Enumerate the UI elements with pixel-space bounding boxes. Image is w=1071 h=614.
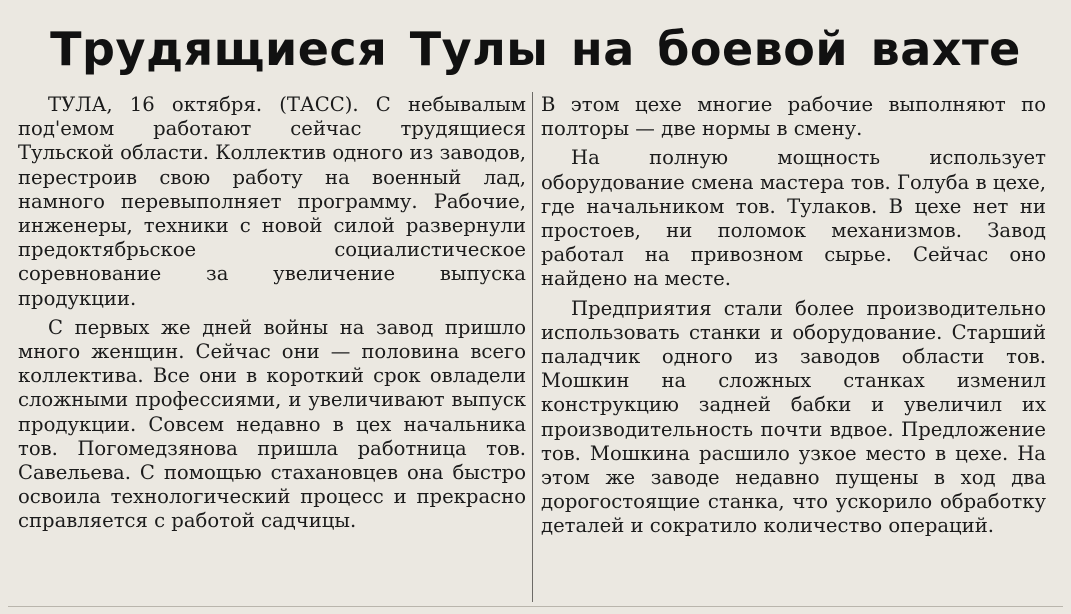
bottom-border [8,606,1063,607]
article-paragraph: С первых же дней войны на завод пришло много женщин. Сейчас они — половина всего коллектива. Все они в короткий срок овладели сложными профессиями, и увеличивают выпуск продукции. Совсем недавно в цех начальника тов. Погомедзянова пришла работница тов. Савельева. С помощью стахановцев она быстро освоила технологический процесс и прекрасно справляется с работой садчицы. [18,315,526,533]
column-divider [532,92,533,602]
article-headline: Трудящиеся Тулы на боевой вахте [50,22,1021,76]
article-left-column [18,93,526,534]
article-paragraph: Предприятия стали более производительно использовать станки и оборудование. Старший паладчик одного из заводов области тов. Мошкин на сложных станках изменил конструкцию задней бабки и увеличил их производительность почти вдвое. Предложение тов. Мошкина расшило узкое место в цехе. На этом же заводе недавно пущены в ход два дорогостоящие станка, что ускорило обработку деталей и сократило количество операций. [541,296,1046,538]
article-paragraph: ТУЛА, 16 октября. (ТАСС). С небывалым под'емом работают сейчас трудящиеся Тульской области. Коллектив одного из заводов, перестроив свою работу на военный лад, намного перевыполняет программу. Рабочие, инженеры, техники с новой силой развернули предоктябрьское социалистическое соревнование за увеличение выпуска продукции. [18,93,526,310]
article-paragraph-continuation: В этом цехе многие рабочие выполняют по полторы — две нормы в смену. [541,93,1046,141]
article-right-column [541,93,1046,539]
article-paragraph: На полную мощность использует оборудование смена мастера тов. Голуба в цехе, где начальником тов. Тулаков. В цехе нет ни простоев, ни поломок механизмов. Завод работал на привозном сырье. Сейчас оно найдено на месте. [541,146,1046,291]
